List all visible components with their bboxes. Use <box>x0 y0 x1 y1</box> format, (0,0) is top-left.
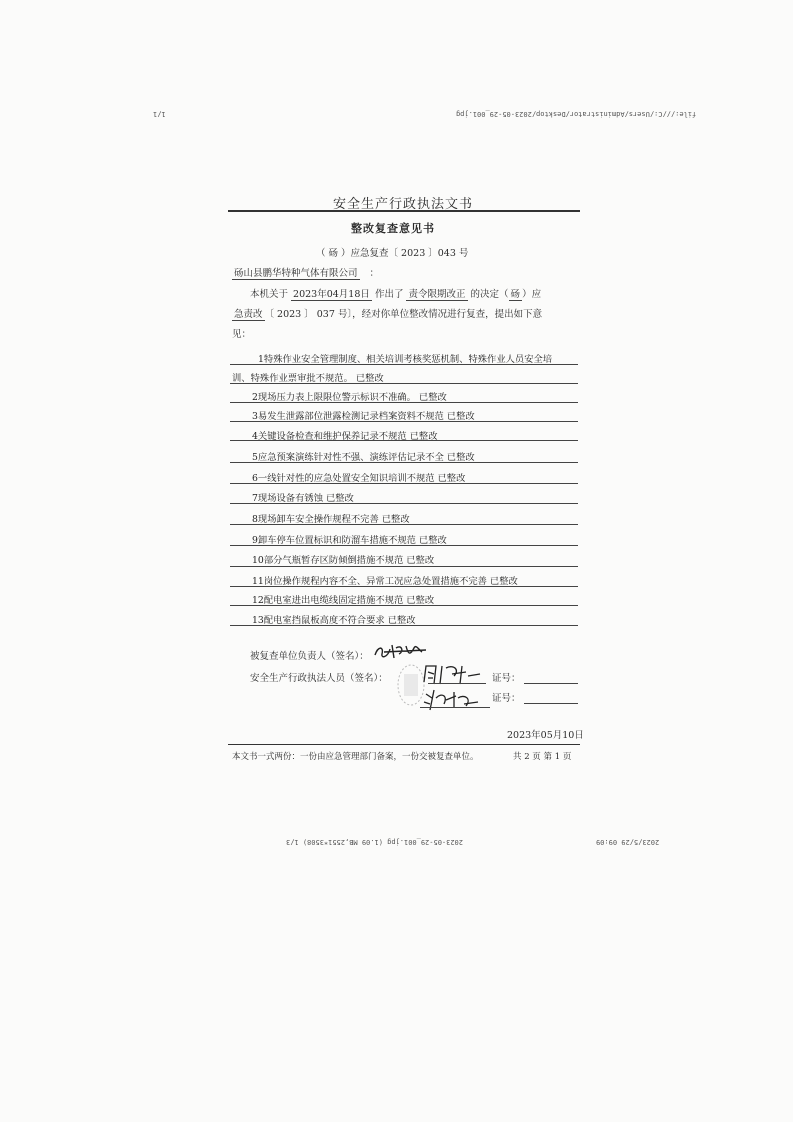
list-item: 5应急预案演练针对性不强、演练评估记录不全 已整改 <box>252 452 475 463</box>
decision-code: 急责改 <box>234 309 263 320</box>
page-info: 共 2 页 第 1 页 <box>513 752 572 762</box>
body-text-c: 的决定（ <box>470 289 509 300</box>
sign-date: 2023年05月10日 <box>507 730 584 741</box>
decision-date: 2023年04月18日 <box>293 289 370 300</box>
body-text-d: ）应 <box>522 289 542 300</box>
list-item: 13配电室挡鼠板高度不符合要求 已整改 <box>252 615 416 626</box>
list-item: 1特殊作业安全管理制度、相关培训考核奖惩机制、特殊作业人员安全培 <box>258 354 553 365</box>
officer-signature-1 <box>420 662 490 688</box>
signature-line-2 <box>420 707 490 708</box>
officer-signature-2 <box>420 686 490 712</box>
list-item: 11岗位操作规程内容不全、异常工况应急处置措施不完善 已整改 <box>252 576 518 587</box>
scan-file-info: 2023-05-29_001.jpg (1.09 MB,2551*3508) 1/3 <box>286 838 464 846</box>
list-item: 训、特殊作业票审批不规范。 已整改 <box>232 373 384 384</box>
list-item: 9卸车停车位置标识和防溜车措施不规范 已整改 <box>252 535 447 546</box>
decision-type: 责令限期改正 <box>408 289 466 300</box>
body-line-1 <box>250 286 541 300</box>
body-text-e: 〔 2023 〕 037 号〕，经对你单位整改情况进行复查，提出如下意 <box>264 309 543 320</box>
reviewed-unit-signature <box>372 640 432 662</box>
reviewed-unit-label: 被复查单位负责人（签名）： <box>250 651 369 662</box>
certificate-line-1 <box>524 683 578 684</box>
body-line-3: 见： <box>232 329 252 340</box>
body-text-b: 作出了 <box>374 289 404 300</box>
body-line-2 <box>232 306 542 320</box>
recipient-line <box>232 265 379 279</box>
scan-file-path: file:///C:/Users/Administrator/Desktop/2023-05-29_001.jpg <box>456 110 697 118</box>
document-subtitle: 整改复查意见书 <box>351 222 435 235</box>
list-item: 10部分气瓶暂存区防倾倒措施不规范 已整改 <box>252 555 435 566</box>
list-item: 2现场压力表上限限位警示标识不准确。 已整改 <box>252 392 447 403</box>
decision-place: 砀 <box>510 289 521 300</box>
officer-label: 安全生产行政执法人员（签名）： <box>250 673 388 684</box>
document-number: （ 砀 ）应急复查〔 2023 〕043 号 <box>316 248 469 259</box>
list-item: 7现场设备有锈蚀 已整改 <box>252 493 354 504</box>
list-item: 4关键设备检查和维护保养记录不规范 已整改 <box>252 431 438 442</box>
body-text-a: 本机关于 <box>250 289 289 300</box>
recipient-name: 砀山县鹏华特种气体有限公司 <box>234 268 358 279</box>
item-underline <box>230 566 578 567</box>
certificate-label-2: 证号： <box>492 693 521 704</box>
scan-date: 2023/5/29 09:09 <box>596 838 660 846</box>
recipient-colon: ： <box>369 268 380 279</box>
footer-note: 本文书一式两份：一份由应急管理部门备案，一份交被复查单位。 <box>232 752 479 762</box>
scan-page-count: 1/1 <box>153 110 166 118</box>
title-rule <box>228 210 580 212</box>
certificate-label-1: 证号： <box>492 673 521 684</box>
signature-line-1 <box>428 683 486 684</box>
footer-rule <box>228 744 580 745</box>
list-item: 8现场卸车安全操作规程不完善 已整改 <box>252 514 410 525</box>
certificate-line-2 <box>524 703 578 704</box>
list-item: 6一线针对性的应急处置安全知识培训不规范 已整改 <box>252 473 466 484</box>
list-item: 12配电室进出电缆线固定措施不规范 已整改 <box>252 595 435 606</box>
list-item: 3易发生泄露部位泄露检测记录档案资料不规范 已整改 <box>252 411 475 422</box>
document-title: 安全生产行政执法文书 <box>333 197 474 212</box>
